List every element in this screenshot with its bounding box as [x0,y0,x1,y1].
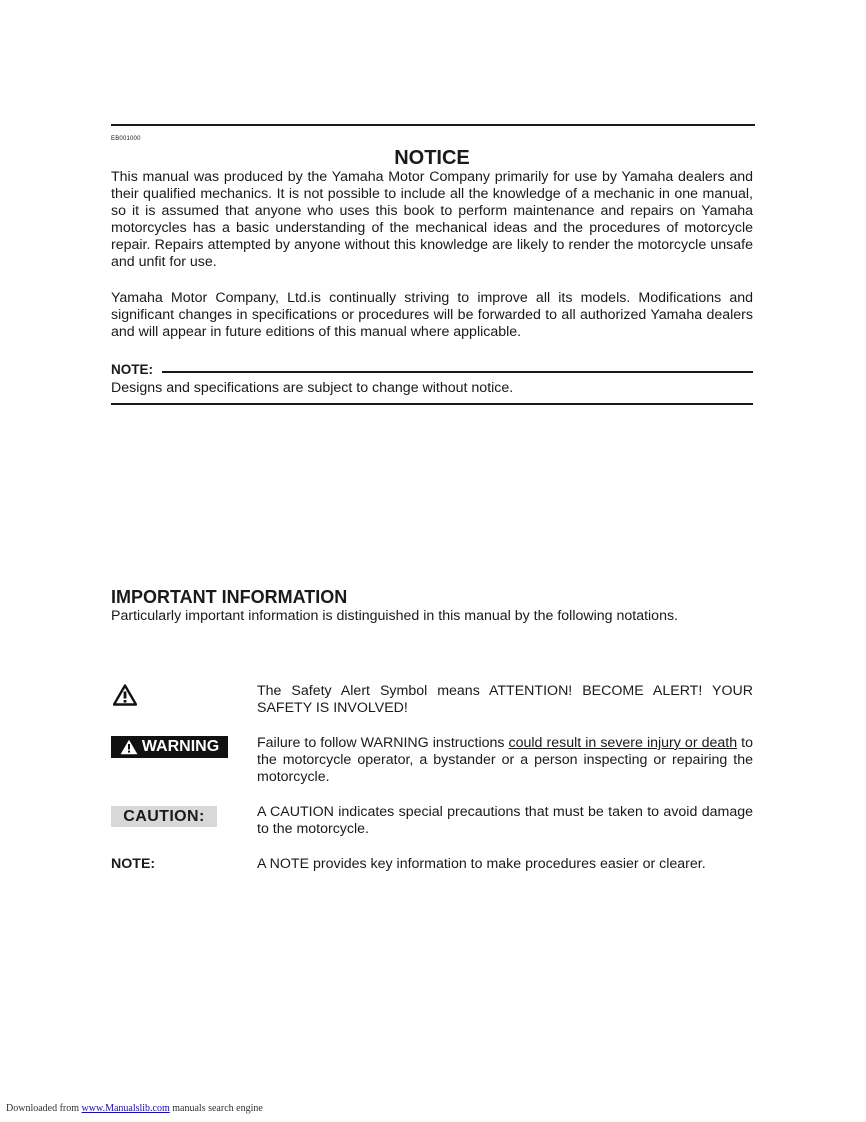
notice-note-text: Designs and specifications are subject to change without notice. [111,380,514,396]
warning-label: WARNING [141,738,220,755]
warning-triangle-icon [120,739,138,755]
footer-prefix: Downloaded from [6,1103,82,1114]
warning-text-after: to the motorcycle operator, a bystander or a person inspecting or repairing the motorcycle. [257,735,753,785]
warning-text-underlined: could result in severe injury or death [508,735,738,751]
warning-badge [111,736,228,758]
important-title: IMPORTANT INFORMATION [111,587,348,607]
download-footer [6,1103,263,1114]
safety-alert-icon [113,684,137,706]
note-divider [162,371,753,373]
notice-note-label: NOTE: [111,362,153,377]
top-rule [111,124,755,126]
document-code: EB001000 [111,136,141,142]
footer-suffix: manuals search engine [169,1103,263,1114]
footer-link[interactable]: www.Manualslib.com [81,1103,170,1114]
important-intro: Particularly important information is distinguished in this manual by the following notations. [111,608,679,624]
caution-label: CAUTION: [123,807,205,825]
important-note-label: NOTE: [111,856,156,872]
caution-badge [111,806,217,827]
notice-paragraph-2: Yamaha Motor Company, Ltd.is continually striving to improve all its models. Modifications and significant changes in specifications or procedures will be forwarded to all authorized Yamaha dealers and will appear in future editions of this manual where applicable. [111,290,753,340]
caution-text: A CAUTION indicates special precautions that must be taken to avoid damage to the motorcycle. [257,804,753,837]
notice-title: NOTICE [394,147,470,169]
important-note-text: A NOTE provides key information to make procedures easier or clearer. [257,856,706,872]
warning-text [257,735,753,786]
warning-text-before: Failure to follow WARNING instructions [257,735,509,751]
notice-paragraph-1: This manual was produced by the Yamaha Motor Company primarily for use by Yamaha dealers and their qualified mechanics. It is not possible to include all the knowledge of a mechanic in one manual, so it is assumed that anyone who uses this book to perform maintenance and repairs on Yamaha motorcycles has a basic understanding of the mechanical ideas and the procedures of motorcycle repair. Repairs attempted by anyone without this knowledge are likely to render the motorcycle unsafe and unfit for use. [111,169,753,270]
note-bottom-rule [111,403,753,405]
safety-alert-text: The Safety Alert Symbol means ATTENTION! BECOME ALERT! YOUR SAFETY IS INVOLVED! [257,683,753,716]
